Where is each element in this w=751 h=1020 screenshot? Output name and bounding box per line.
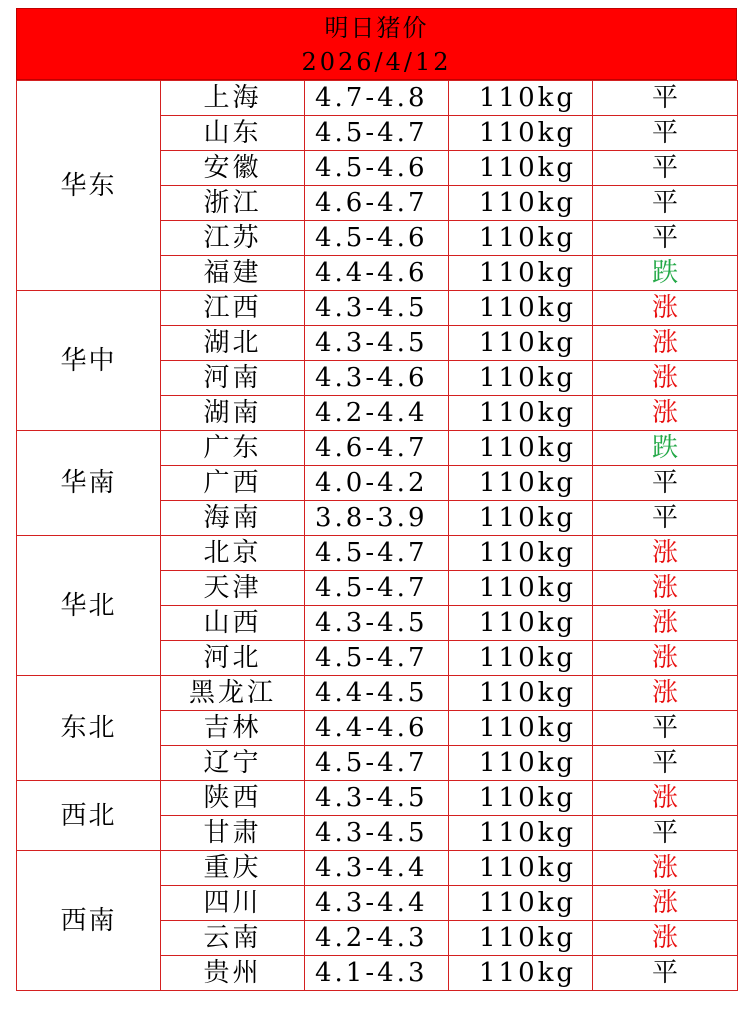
weight-cell: 110kg [449, 501, 593, 536]
province-cell: 北京 [161, 536, 305, 571]
price-cell: 4.3-4.5 [305, 291, 449, 326]
price-cell: 4.3-4.5 [305, 816, 449, 851]
weight-cell: 110kg [449, 466, 593, 501]
trend-cell: 平 [593, 501, 738, 536]
region-cell: 华北 [17, 536, 161, 676]
price-cell: 4.3-4.5 [305, 781, 449, 816]
header-banner [16, 8, 737, 80]
province-cell: 福建 [161, 256, 305, 291]
trend-cell: 涨 [593, 641, 738, 676]
weight-cell: 110kg [449, 816, 593, 851]
table-row [17, 536, 738, 571]
price-cell: 4.5-4.7 [305, 571, 449, 606]
province-cell: 浙江 [161, 186, 305, 221]
price-cell: 4.5-4.6 [305, 151, 449, 186]
price-cell: 4.4-4.6 [305, 256, 449, 291]
pig-price-sheet [16, 8, 737, 991]
price-cell: 4.3-4.6 [305, 361, 449, 396]
trend-cell: 平 [593, 151, 738, 186]
province-cell: 重庆 [161, 851, 305, 886]
province-cell: 湖南 [161, 396, 305, 431]
province-cell: 安徽 [161, 151, 305, 186]
page-title: 明日猪价 [324, 14, 429, 42]
province-cell: 甘肃 [161, 816, 305, 851]
province-cell: 江西 [161, 291, 305, 326]
weight-cell: 110kg [449, 291, 593, 326]
region-cell: 西北 [17, 781, 161, 851]
weight-cell: 110kg [449, 921, 593, 956]
price-table [16, 80, 738, 991]
price-cell: 4.3-4.5 [305, 326, 449, 361]
price-cell: 4.2-4.4 [305, 396, 449, 431]
province-cell: 云南 [161, 921, 305, 956]
trend-cell: 涨 [593, 326, 738, 361]
trend-cell: 涨 [593, 921, 738, 956]
province-cell: 四川 [161, 886, 305, 921]
table-row [17, 676, 738, 711]
trend-cell: 平 [593, 956, 738, 991]
weight-cell: 110kg [449, 151, 593, 186]
province-cell: 辽宁 [161, 746, 305, 781]
price-cell: 4.5-4.7 [305, 746, 449, 781]
trend-cell: 涨 [593, 851, 738, 886]
region-cell: 西南 [17, 851, 161, 991]
price-cell: 4.5-4.7 [305, 536, 449, 571]
trend-cell: 涨 [593, 396, 738, 431]
weight-cell: 110kg [449, 186, 593, 221]
trend-cell: 涨 [593, 361, 738, 396]
weight-cell: 110kg [449, 956, 593, 991]
price-cell: 4.6-4.7 [305, 186, 449, 221]
province-cell: 黑龙江 [161, 676, 305, 711]
weight-cell: 110kg [449, 851, 593, 886]
province-cell: 陕西 [161, 781, 305, 816]
table-row [17, 851, 738, 886]
price-table-body [17, 81, 738, 991]
trend-cell: 平 [593, 746, 738, 781]
price-cell: 4.0-4.2 [305, 466, 449, 501]
price-cell: 4.6-4.7 [305, 431, 449, 466]
trend-cell: 跌 [593, 256, 738, 291]
region-cell: 华中 [17, 291, 161, 431]
table-row [17, 781, 738, 816]
province-cell: 江苏 [161, 221, 305, 256]
weight-cell: 110kg [449, 81, 593, 116]
price-cell: 4.3-4.4 [305, 851, 449, 886]
province-cell: 贵州 [161, 956, 305, 991]
trend-cell: 平 [593, 466, 738, 501]
province-cell: 山西 [161, 606, 305, 641]
trend-cell: 平 [593, 816, 738, 851]
weight-cell: 110kg [449, 396, 593, 431]
weight-cell: 110kg [449, 256, 593, 291]
date-label: 2026/4/12 [301, 48, 452, 76]
region-cell: 华东 [17, 81, 161, 291]
price-cell: 4.4-4.5 [305, 676, 449, 711]
price-cell: 4.3-4.4 [305, 886, 449, 921]
trend-cell: 涨 [593, 291, 738, 326]
weight-cell: 110kg [449, 116, 593, 151]
trend-cell: 跌 [593, 431, 738, 466]
weight-cell: 110kg [449, 536, 593, 571]
weight-cell: 110kg [449, 746, 593, 781]
trend-cell: 平 [593, 81, 738, 116]
province-cell: 吉林 [161, 711, 305, 746]
weight-cell: 110kg [449, 641, 593, 676]
price-cell: 4.5-4.7 [305, 641, 449, 676]
price-cell: 4.5-4.7 [305, 116, 449, 151]
province-cell: 山东 [161, 116, 305, 151]
weight-cell: 110kg [449, 676, 593, 711]
province-cell: 广西 [161, 466, 305, 501]
province-cell: 广东 [161, 431, 305, 466]
province-cell: 上海 [161, 81, 305, 116]
region-cell: 东北 [17, 676, 161, 781]
trend-cell: 涨 [593, 536, 738, 571]
trend-cell: 涨 [593, 676, 738, 711]
province-cell: 湖北 [161, 326, 305, 361]
price-cell: 4.1-4.3 [305, 956, 449, 991]
trend-cell: 平 [593, 711, 738, 746]
weight-cell: 110kg [449, 781, 593, 816]
weight-cell: 110kg [449, 221, 593, 256]
trend-cell: 涨 [593, 886, 738, 921]
price-cell: 4.5-4.6 [305, 221, 449, 256]
trend-cell: 平 [593, 116, 738, 151]
price-cell: 4.3-4.5 [305, 606, 449, 641]
province-cell: 海南 [161, 501, 305, 536]
province-cell: 天津 [161, 571, 305, 606]
table-row [17, 431, 738, 466]
region-cell: 华南 [17, 431, 161, 536]
price-cell: 4.7-4.8 [305, 81, 449, 116]
price-cell: 4.4-4.6 [305, 711, 449, 746]
weight-cell: 110kg [449, 571, 593, 606]
price-cell: 4.2-4.3 [305, 921, 449, 956]
trend-cell: 涨 [593, 606, 738, 641]
weight-cell: 110kg [449, 326, 593, 361]
province-cell: 河南 [161, 361, 305, 396]
trend-cell: 涨 [593, 781, 738, 816]
weight-cell: 110kg [449, 606, 593, 641]
price-cell: 3.8-3.9 [305, 501, 449, 536]
weight-cell: 110kg [449, 711, 593, 746]
trend-cell: 平 [593, 186, 738, 221]
weight-cell: 110kg [449, 431, 593, 466]
weight-cell: 110kg [449, 886, 593, 921]
trend-cell: 涨 [593, 571, 738, 606]
trend-cell: 平 [593, 221, 738, 256]
table-row [17, 81, 738, 116]
weight-cell: 110kg [449, 361, 593, 396]
table-row [17, 291, 738, 326]
province-cell: 河北 [161, 641, 305, 676]
